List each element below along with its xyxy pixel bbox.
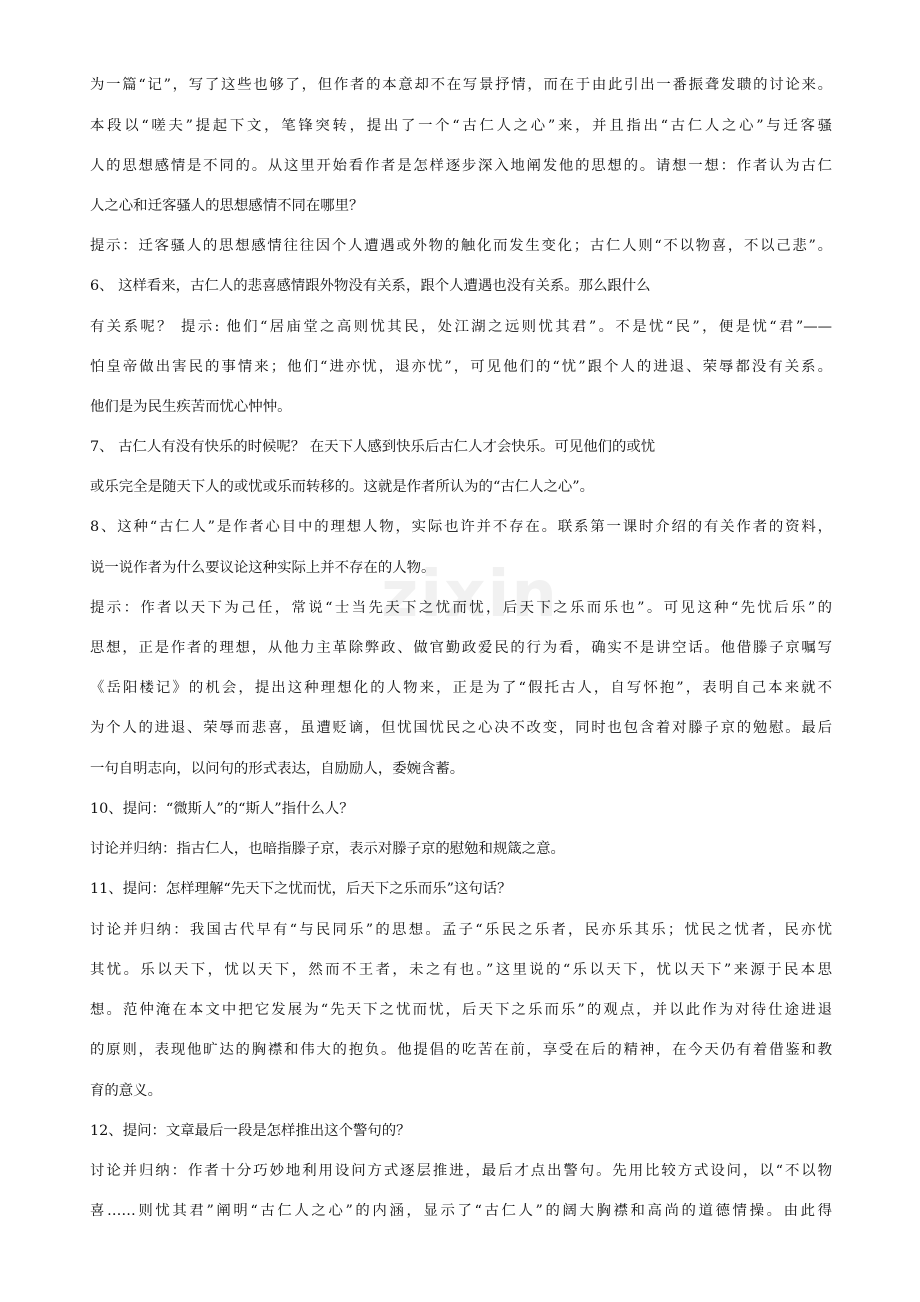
text-line: 的原则，表现他旷达的胸襟和伟大的抱负。他提倡的吃苦在前，享受在后的精神，在今天仍有着借鉴和教 — [90, 1042, 832, 1058]
text-line: 讨论并归纳：指古仁人，也暗指滕子京，表示对滕子京的慰勉和规箴之意。 — [90, 841, 565, 857]
text-line: 提示：作者以天下为己任，常说“士当先天下之忧而忧，后天下之乐而乐也”。可见这种“先忧后乐”的 — [90, 600, 832, 616]
text-line: 提示：迁客骚人的思想感情往往因个人遭遇或外物的触化而发生变化；古仁人则“不以物喜，不以己悲”。 — [90, 238, 832, 254]
text-line: 一句自明志向，以问句的形式表达，自励励人，委婉含蓄。 — [90, 761, 465, 777]
text-line: 有关系呢？ 提示: 他们“居庙堂之高则忧其民，处江湖之远则忧其君”。不是忧“民”，便是忧“君”—— — [90, 319, 832, 335]
text-line: 育的意义。 — [90, 1083, 162, 1099]
text-line: 6、 这样看来，古仁人的悲喜感情跟外物没有关系，跟个人遭遇也没有关系。那么跟什么 — [90, 278, 651, 294]
text-line: 8、这种“古仁人”是作者心目中的理想人物，实际也许并不存在。联系第一课时介绍的有关作者的资料， — [90, 519, 832, 535]
text-line: 7、 古仁人有没有快乐的时候呢？ 在天下人感到快乐后古仁人才会快乐。可见他们的或忧 — [90, 439, 656, 455]
text-line: 为个人的进退、荣辱而悲喜，虽遭贬谪，但忧国忧民之心决不改变，同时也包含着对滕子京的勉慰。最后 — [90, 720, 832, 736]
text-line: 人之心和迁客骚人的思想感情不同在哪里？ — [90, 198, 364, 214]
text-line: 其忧。乐以天下，忧以天下，然而不王者，未之有也。”这里说的“乐以天下，忧以天下”来源于民本思 — [90, 962, 832, 978]
text-line: 11、提问：怎样理解“先天下之忧而忧，后天下之乐而乐”这句话？ — [90, 881, 512, 897]
text-line: 人的思想感情是不同的。从这里开始看作者是怎样逐步深入地阐发他的思想的。请想一想：作者认为古仁 — [90, 158, 832, 174]
text-line: 说一说作者为什么要议论这种实际上并不存在的人物。 — [90, 560, 436, 576]
text-line: 讨论并归纳：我国古代早有“与民同乐”的思想。孟子“乐民之乐者，民亦乐其乐；忧民之忧者，民亦忧 — [90, 922, 832, 938]
text-line: 喜……则忧其君”阐明“古仁人之心”的内涵，显示了“古仁人”的阔大胸襟和高尚的道德情操。由此得 — [90, 1203, 832, 1219]
text-line: 思想，正是作者的理想，从他力主革除弊政、做官勤政爱民的行为看，确实不是讲空话。他借滕子京嘱写 — [90, 640, 832, 656]
text-line: 怕皇帝做出害民的事情来；他们“进亦忧，退亦忧”，可见他们的“忧”跟个人的进退、荣辱都没有关系。 — [90, 359, 832, 375]
watermark: zixin — [381, 558, 559, 632]
text-line: 为一篇“记”，写了这些也够了，但作者的本意却不在写景抒情，而在于由此引出一番振聋发聩的讨论来。 — [90, 77, 832, 93]
text-line: 想。范仲淹在本文中把它发展为“先天下之忧而忧，后天下之乐而乐”的观点，并以此作为对待仕途进退 — [90, 1002, 832, 1018]
text-line: 12、提问：文章最后一段是怎样推出这个警句的？ — [90, 1123, 411, 1139]
text-line: 本段以“嗟夫”提起下文，笔锋突转，提出了一个“古仁人之心”来，并且指出“古仁人之心”与迁客骚 — [90, 118, 832, 134]
text-line: 10、提问：“微斯人”的“斯人”指什么人？ — [90, 801, 354, 817]
text-line: 讨论并归纳：作者十分巧妙地利用设问方式逐层推进，最后才点出警句。先用比较方式设问，以“不以物 — [90, 1163, 832, 1179]
text-line: 或乐完全是随天下人的或忧或乐而转移的。这就是作者所认为的“古仁人之心”。 — [90, 479, 594, 495]
text-line: 他们是为民生疾苦而忧心忡忡。 — [90, 399, 292, 415]
text-line: 《岳阳楼记》的机会，提出这种理想化的人物来，正是为了“假托古人，自写怀抱”，表明自己本来就不 — [90, 680, 832, 696]
